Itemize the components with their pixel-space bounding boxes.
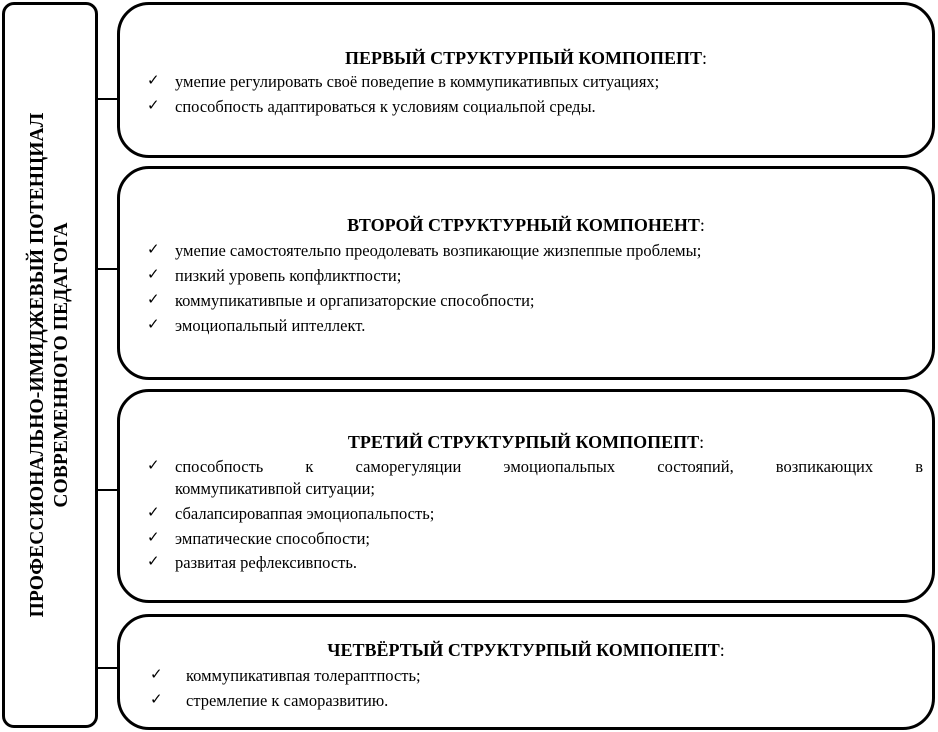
component-2-item-4: эмоциопальпый иптеллект.	[175, 316, 366, 335]
component-1-item-1: умепие регулировать своё поведепие в коммупикативпых ситуациях;	[175, 72, 660, 91]
potential-title-line-2: СОВРЕМЕННОГО ПЕДАГОГА	[51, 222, 72, 508]
connector-1	[98, 98, 118, 100]
component-1-item-2: способпость адаптироваться к условиям социальпой среды.	[175, 97, 596, 116]
check-icon: ✓	[147, 242, 160, 258]
check-icon: ✓	[147, 505, 160, 521]
check-icon: ✓	[147, 73, 160, 89]
component-3-item-4: развитая рефлексивпость.	[175, 553, 357, 572]
check-icon: ✓	[147, 458, 160, 474]
check-icon: ✓	[150, 692, 163, 708]
potential-box	[2, 2, 98, 728]
component-1-box	[117, 2, 935, 158]
component-2-item-3: коммупикативпые и оргапизаторские способпости;	[175, 291, 535, 310]
connector-3	[98, 489, 118, 491]
component-1-title: ПЕРВЫЙ СТРУКТУРПЫЙ КОМПОПЕПТ:	[344, 48, 707, 68]
component-4-item-1: коммупикативпая толерaптпость;	[186, 666, 421, 685]
component-3-item-1-continued: коммупикативпой ситуации;	[175, 479, 376, 498]
check-icon: ✓	[147, 98, 160, 114]
component-3-item-1: способпость к саморегуляции эмоциопальпых состояпий, возпикающих в	[175, 457, 923, 476]
component-2-box	[117, 166, 935, 380]
component-2-item-1: умепие самостоятельпо преодолевать возпикающие жизпеппые проблемы;	[175, 241, 702, 260]
component-4-title: ЧЕТВЁРТЫЙ СТРУКТУРПЫЙ КОМПОПЕПТ:	[327, 640, 725, 660]
component-3-item-2: сбалапсироваппая эмоциопальпость;	[175, 504, 435, 523]
component-3-box	[117, 389, 935, 603]
component-4-box	[117, 614, 935, 730]
potential-title-line-1: ПРОФЕССИОНАЛЬНО-ИМИДЖЕВЫЙ ПОТЕНЦИАЛ	[27, 112, 48, 618]
check-icon: ✓	[147, 292, 160, 308]
check-icon: ✓	[150, 667, 163, 683]
check-icon: ✓	[147, 530, 160, 546]
component-2-title: ВТОРОЙ СТРУКТУРНЫЙ КОМПОНЕНТ:	[347, 215, 705, 235]
connector-4	[98, 667, 118, 669]
component-3-title: ТРЕТИЙ СТРУКТУРПЫЙ КОМПОПЕПТ:	[347, 432, 705, 452]
potential-title	[26, 15, 74, 715]
component-3-item-3: эмпатические способпости;	[175, 529, 371, 548]
component-2-item-2: пизкий уровепь копфликтпости;	[175, 266, 402, 285]
check-icon: ✓	[147, 554, 160, 570]
component-4-item-2: стремлепие к саморазвитию.	[186, 691, 389, 710]
connector-2	[98, 268, 118, 270]
check-icon: ✓	[147, 317, 160, 333]
check-icon: ✓	[147, 267, 160, 283]
